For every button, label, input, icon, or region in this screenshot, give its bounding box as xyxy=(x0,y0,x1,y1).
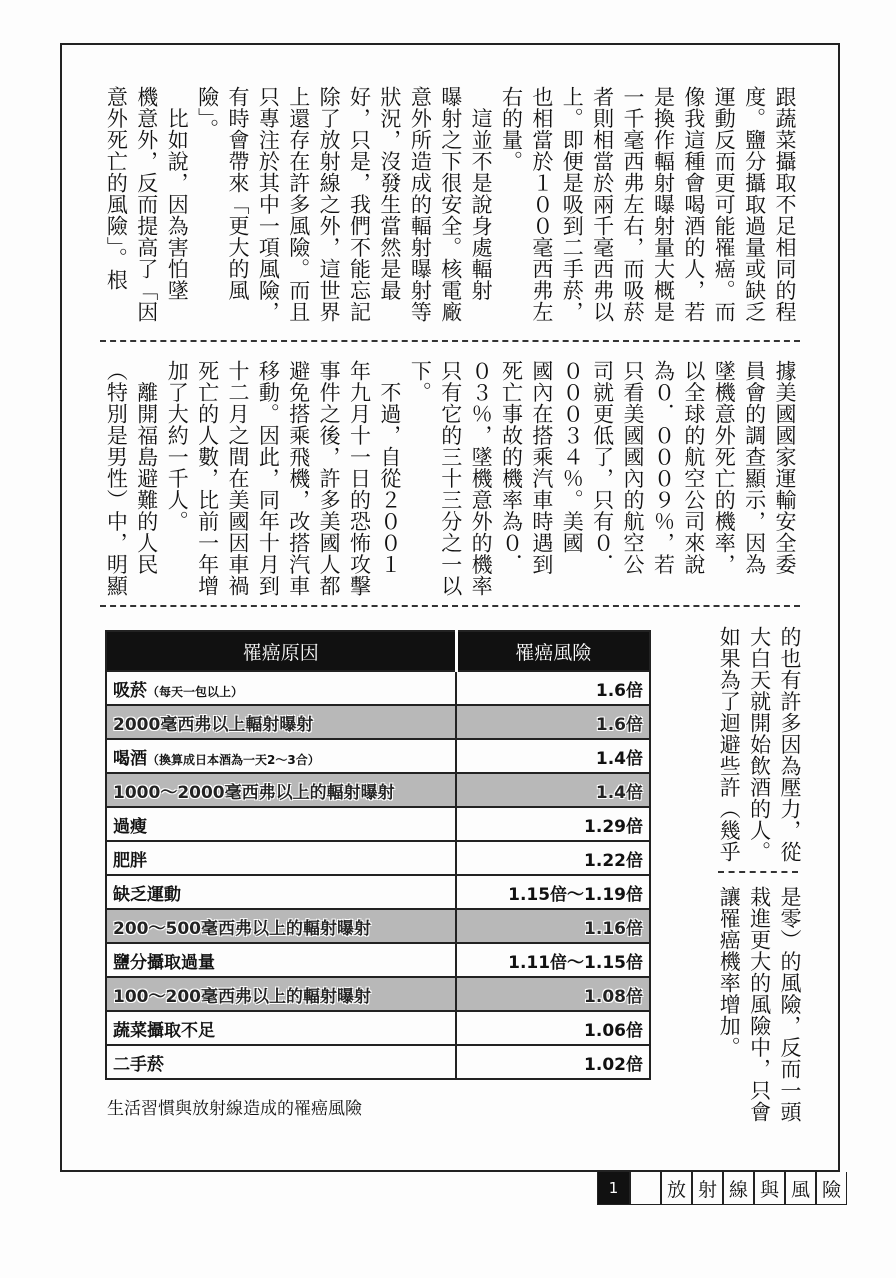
chapter-title-char: 險 xyxy=(816,1172,847,1205)
cause-text: 200～500毫西弗以上的輻射曝射 xyxy=(113,918,371,939)
text-column: 狀況，沒發生當然是最 xyxy=(377,86,402,301)
text-column: 下。 xyxy=(408,360,433,403)
text-column: 不過，自從２００１ xyxy=(377,360,402,575)
top-text-block xyxy=(100,86,800,323)
risk-cell: 1.06倍 xyxy=(456,1011,650,1045)
divider xyxy=(100,340,800,342)
table-row xyxy=(106,943,650,977)
chapter-number: 1 xyxy=(597,1172,630,1205)
cause-cell xyxy=(106,977,456,1011)
text-column: ０００３４％。美國 xyxy=(560,360,585,554)
header-risk: 罹癌風險 xyxy=(456,631,650,671)
risk-cell: 1.4倍 xyxy=(456,739,650,773)
text-column: 也相當於１００毫西弗左 xyxy=(529,86,554,323)
text-column: 以全球的航空公司來說 xyxy=(681,360,706,575)
divider xyxy=(718,871,798,873)
chapter-title-char: 風 xyxy=(785,1172,816,1205)
table-row xyxy=(106,841,650,875)
text-column: 員會的調查顯示，因為 xyxy=(742,360,767,575)
cause-text: 肥胖 xyxy=(113,850,147,871)
middle-text-block xyxy=(100,360,800,597)
text-column: 的也有許多因為壓力，從 xyxy=(778,626,802,863)
header-cause: 罹癌原因 xyxy=(106,631,456,671)
text-column: 據美國國家運輸安全委 xyxy=(773,360,797,575)
chapter-title-char: 放 xyxy=(661,1172,692,1205)
text-column: 避免搭乘飛機，改搭汽車 xyxy=(286,360,311,597)
text-column: 除了放射線之外，這世界 xyxy=(317,86,342,323)
text-column: 運動反而更可能罹癌。而 xyxy=(712,86,737,323)
cause-cell xyxy=(106,841,456,875)
text-column: 栽進更大的風險中，只會 xyxy=(747,886,772,1123)
table-row xyxy=(106,739,650,773)
chapter-title-char: 線 xyxy=(723,1172,754,1205)
table-row xyxy=(106,807,650,841)
table-row xyxy=(106,705,650,739)
cause-cell xyxy=(106,943,456,977)
risk-cell: 1.6倍 xyxy=(456,671,650,705)
table-row xyxy=(106,1045,650,1079)
text-column: 意外所造成的輻射曝射等 xyxy=(408,86,433,323)
text-column: 國內在搭乘汽車時遇到 xyxy=(529,360,554,575)
risk-cell: 1.02倍 xyxy=(456,1045,650,1079)
text-column: 為０．０００９％，若 xyxy=(651,360,676,575)
text-column: 事件之後，許多美國人都 xyxy=(317,360,342,597)
text-column: 只專注於其中一項風險， xyxy=(256,86,281,323)
text-column: 險」。 xyxy=(195,86,220,140)
text-column: 意外死亡的風險」。根 xyxy=(104,86,129,291)
text-column: ０３％，墜機意外的機率 xyxy=(469,360,494,597)
cause-text: 喝酒 xyxy=(113,748,147,769)
divider xyxy=(100,605,800,607)
cause-text: 100～200毫西弗以上的輻射曝射 xyxy=(113,986,371,1007)
text-column: 上。即便是吸到二手菸， xyxy=(560,86,585,323)
cause-cell xyxy=(106,875,456,909)
text-column: 上還存在許多風險。而且 xyxy=(286,86,311,323)
cause-cell xyxy=(106,1045,456,1079)
text-column: 跟蔬菜攝取不足相同的程 xyxy=(773,86,797,323)
text-column: 死亡的人數，比前一年增 xyxy=(195,360,220,597)
chapter-title-char: 與 xyxy=(754,1172,785,1205)
risk-cell: 1.16倍 xyxy=(456,909,650,943)
cause-text: 2000毫西弗以上輻射曝射 xyxy=(113,714,314,735)
text-column: 者則相當於兩千毫西弗以 xyxy=(590,86,615,323)
cause-text: 二手菸 xyxy=(113,1054,164,1075)
footer-blank xyxy=(630,1172,661,1205)
text-column: 比如說，因為害怕墜 xyxy=(165,86,190,301)
cause-cell xyxy=(106,909,456,943)
text-column: 度。鹽分攝取過量或缺乏 xyxy=(742,86,767,323)
chapter-footer xyxy=(597,1172,847,1205)
text-column: 有時會帶來「更大的風 xyxy=(225,86,250,301)
risk-cell: 1.22倍 xyxy=(456,841,650,875)
cause-text: 蔬菜攝取不足 xyxy=(113,1020,215,1041)
risk-cell: 1.11倍～1.15倍 xyxy=(456,943,650,977)
cause-note: （換算成日本酒為一天2～3合） xyxy=(147,752,320,767)
cause-text: 吸菸 xyxy=(113,680,147,701)
cause-cell xyxy=(106,671,456,705)
right-text-block-bottom xyxy=(713,886,805,1123)
cause-text: 鹽分攝取過量 xyxy=(113,952,215,973)
cause-text: 1000～2000毫西弗以上的輻射曝射 xyxy=(113,782,395,803)
table-row xyxy=(106,1011,650,1045)
text-column: （特別是男性）中，明顯 xyxy=(104,360,129,597)
text-column: 是換作輻射曝射量大概是 xyxy=(651,86,676,323)
risk-cell: 1.4倍 xyxy=(456,773,650,807)
cause-note: （每天一包以上） xyxy=(147,684,244,699)
table-row xyxy=(106,977,650,1011)
text-column: 機意外，反而提高了「因 xyxy=(134,86,159,323)
text-column: 大白天就開始飲酒的人。 xyxy=(747,626,772,863)
right-text-block-top xyxy=(713,626,805,863)
text-column: 讓罹癌機率增加。 xyxy=(717,886,742,1058)
risk-cell: 1.29倍 xyxy=(456,807,650,841)
risk-cell: 1.08倍 xyxy=(456,977,650,1011)
cause-cell xyxy=(106,773,456,807)
table-row xyxy=(106,909,650,943)
text-column: 是零）的風險，反而一頭 xyxy=(778,886,802,1123)
text-column: 像我這種會喝酒的人，若 xyxy=(681,86,706,323)
cause-cell xyxy=(106,1011,456,1045)
text-column: 只有它的三十三分之一以 xyxy=(438,360,463,597)
text-column: 如果為了迴避些許（幾乎 xyxy=(717,626,742,863)
risk-cell: 1.15倍～1.19倍 xyxy=(456,875,650,909)
cause-text: 缺乏運動 xyxy=(113,884,181,905)
cause-text: 過瘦 xyxy=(113,816,147,837)
text-column: 墜機意外死亡的機率， xyxy=(712,360,737,575)
text-column: 死亡事故的機率為０． xyxy=(499,360,524,575)
cancer-risk-table xyxy=(105,630,651,1080)
text-column: 一千毫西弗左右，而吸菸 xyxy=(621,86,646,323)
text-column: 加了大約一千人。 xyxy=(165,360,190,532)
table-row xyxy=(106,773,650,807)
cause-cell xyxy=(106,705,456,739)
text-column: 曝射之下很安全。核電廠 xyxy=(438,86,463,323)
text-column: 十二月之間在美國因車禍 xyxy=(225,360,250,597)
text-column: 移動。因此，同年十月到 xyxy=(256,360,281,597)
text-column: 這並不是說身處輻射 xyxy=(469,86,494,301)
table-row xyxy=(106,671,650,705)
table-caption: 生活習慣與放射線造成的罹癌風險 xyxy=(107,1099,362,1119)
text-column: 年九月十一日的恐怖攻擊 xyxy=(347,360,372,597)
table-row xyxy=(106,875,650,909)
text-column: 只看美國國內的航空公 xyxy=(621,360,646,575)
chapter-title-char: 射 xyxy=(692,1172,723,1205)
cause-cell xyxy=(106,739,456,773)
text-column: 司就更低了，只有０． xyxy=(590,360,615,575)
text-column: 好，只是，我們不能忘記 xyxy=(347,86,372,323)
text-column: 右的量。 xyxy=(499,86,524,172)
risk-cell: 1.6倍 xyxy=(456,705,650,739)
cause-cell xyxy=(106,807,456,841)
text-column: 離開福島避難的人民 xyxy=(134,360,159,575)
